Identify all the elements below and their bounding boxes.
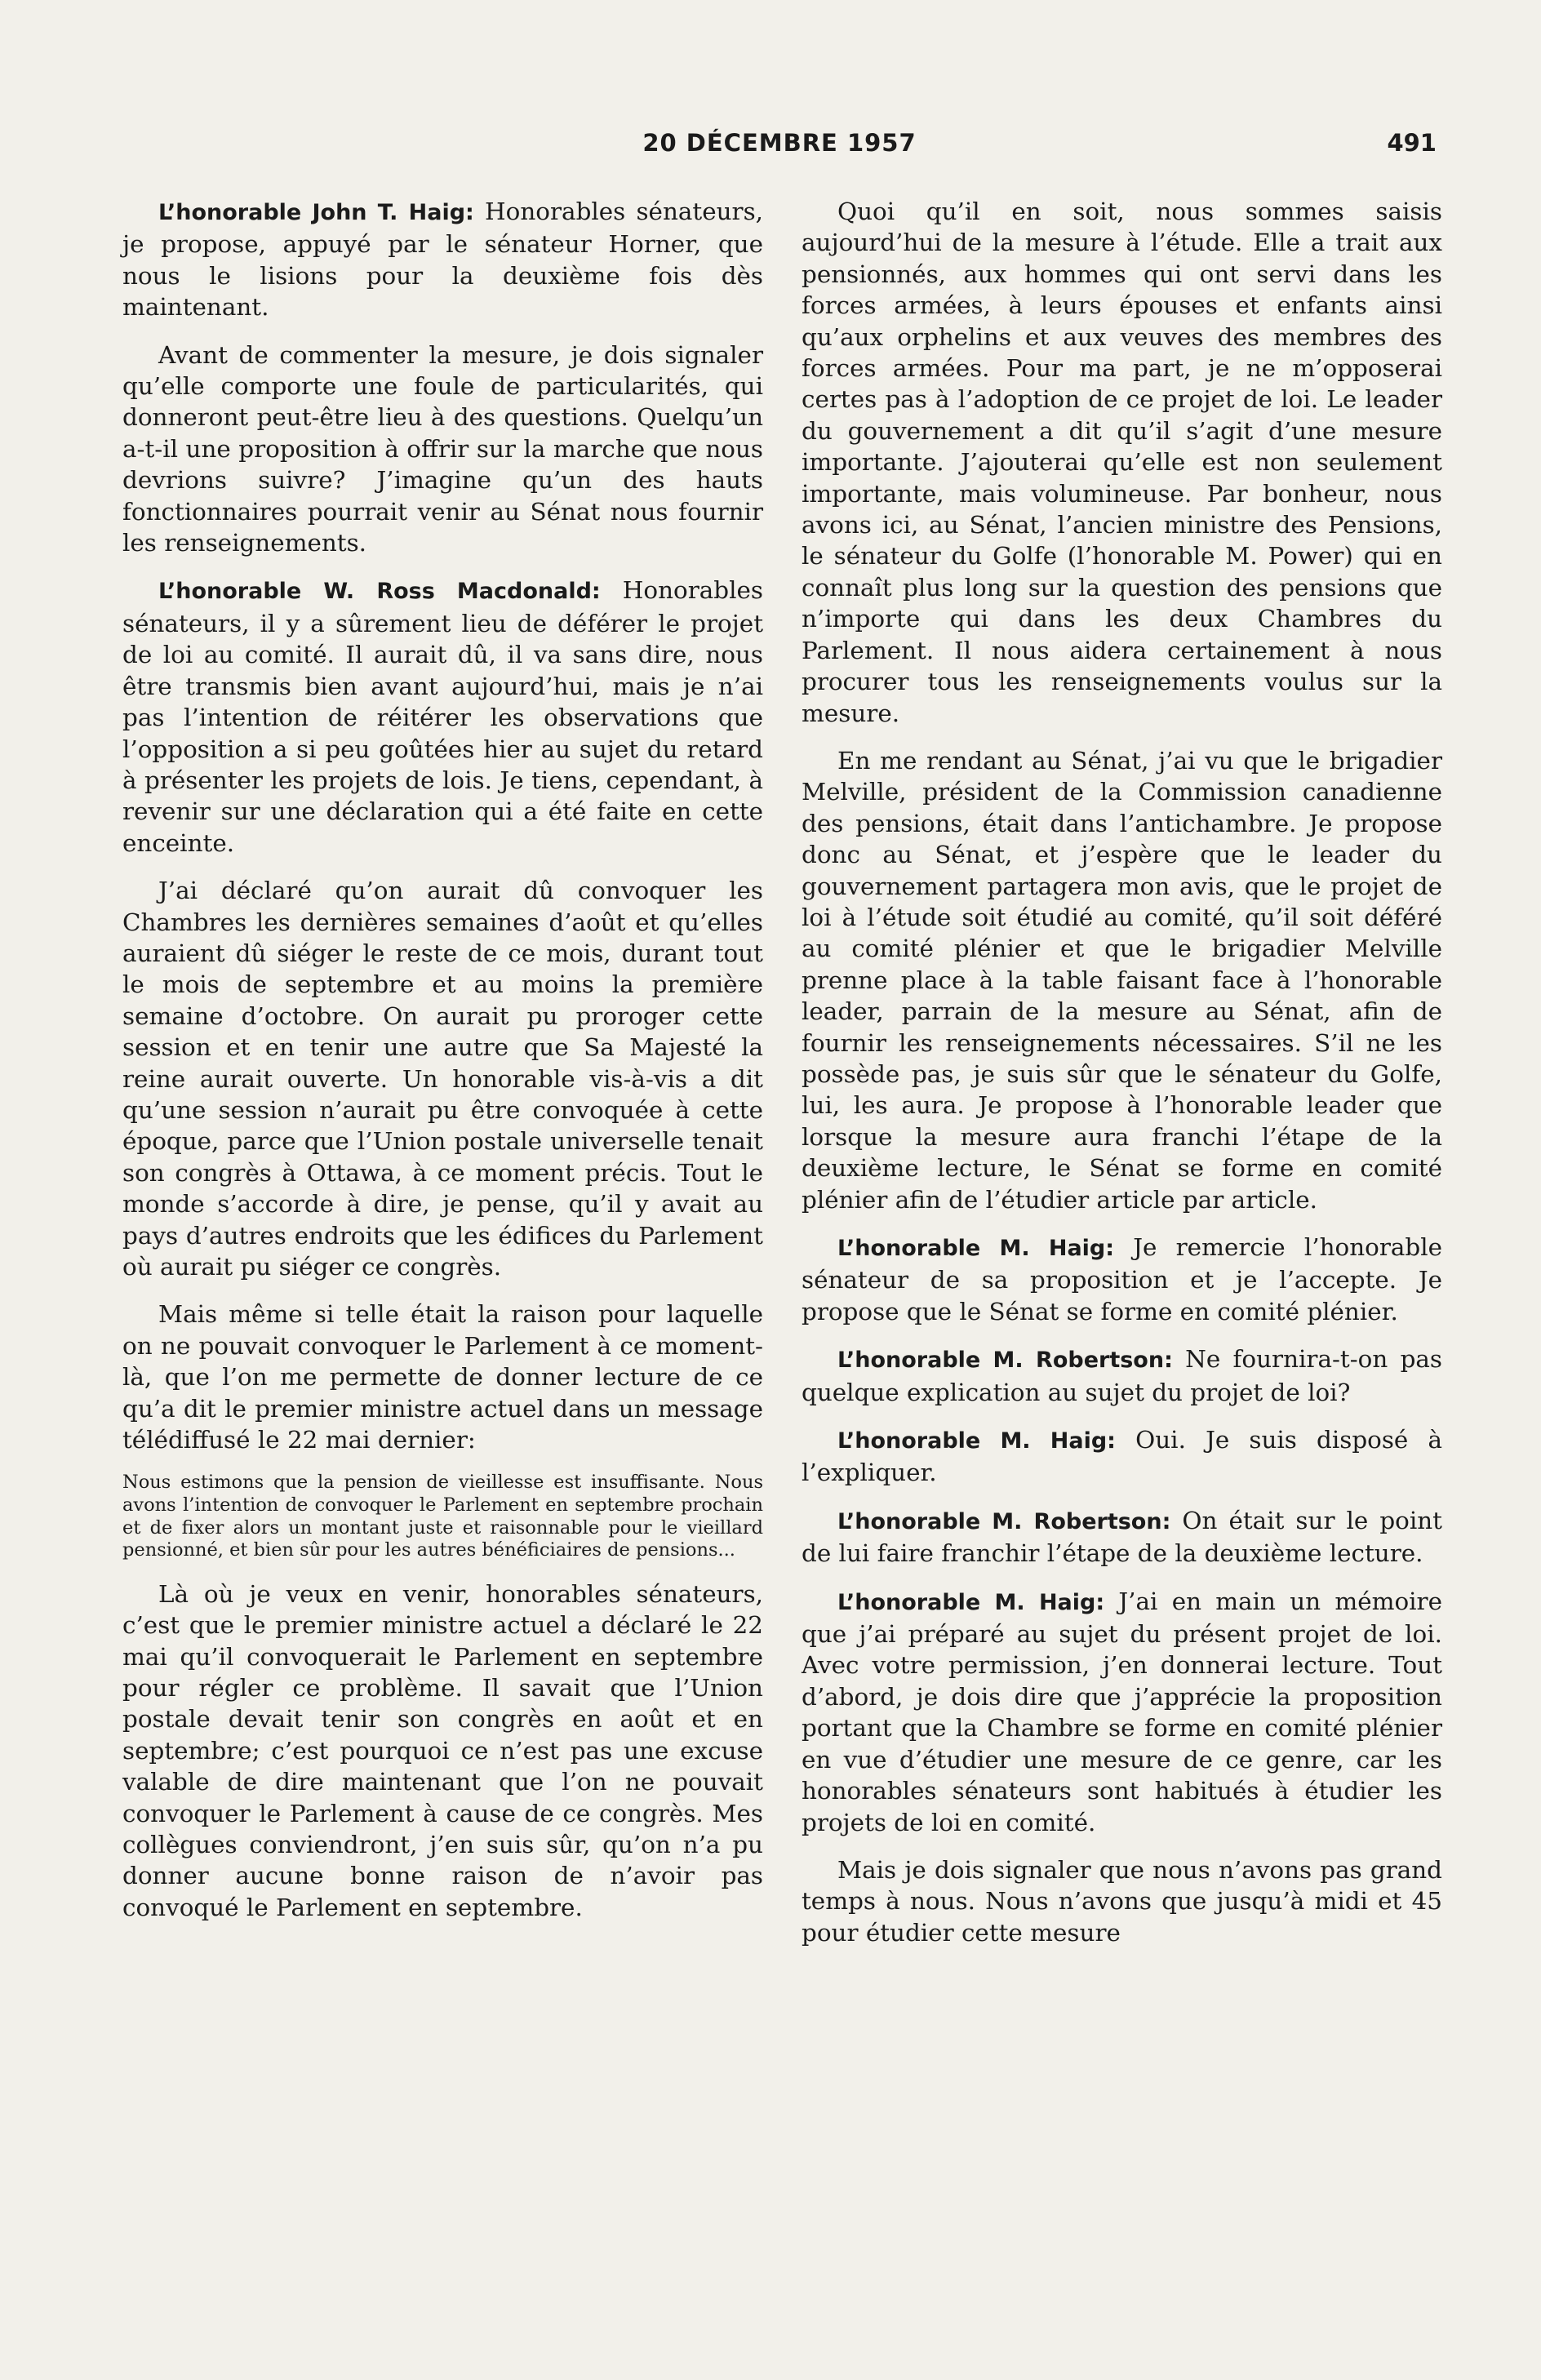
speaker-name: L’honorable M. Haig: [837,1428,1116,1454]
paragraph-text: Je remercie l’honorable sénateur de sa proposition et je l’accepte. Je propose que le Sénat se forme en comité plénier. [802,1233,1443,1325]
paragraph-text: Honorables sénateurs, il y a sûrement lieu de déférer le projet de loi au comité. Il aurait dû, il va sans dire, nous être transmis bien avant aujourd’hui, mais je n’ai pas l’intention de réitérer les observations que l’opposition a si peu goûtées hier au sujet du retard à présenter les projets de lois. Je tiens, cependant, à revenir sur une déclaration qui a été faite en cette enceinte. [122,576,763,857]
paragraph: En me rendant au Sénat, j’ai vu que le brigadier Melville, président de la Commission canadienne des pensions, était dans l’antichambre. Je propose donc au Sénat, et j’espère que le leader du gouvernement partagera mon avis, que le projet de loi à l’étude soit étudié au comité, qu’il soit déféré au comité plénier et que le brigadier Melville prenne place à la table faisant face à l’honorable leader, parrain de la mesure au Sénat, afin de fournir les renseignements nécessaires. S’il ne les possède pas, je suis sûr que le sénateur du Golfe, lui, les aura. Je propose à l’honorable leader que lorsque la mesure aura franchi l’étape de la deuxième lecture, le Sénat se forme en comité plénier afin de l’étudier article par article. [802,746,1442,1214]
paragraph [802,1586,1442,1838]
paragraph-text: Honorables sénateurs, je propose, appuyé par le sénateur Horner, que nous le lisions pour la deuxième fois dès maintenant. [122,198,764,322]
speaker-name: L’honorable W. Ross Macdonald: [158,579,601,605]
paragraph: Mais même si telle était la raison pour laquelle on ne pouvait convoquer le Parlement à ce moment-là, que l’on me permette de donner lecture de ce qu’a dit le premier ministre actuel dans un message télédiffusé le 22 mai dernier: [122,1300,763,1454]
speaker-name: L’honorable John T. Haig: [158,200,474,225]
speaker-name: L’honorable M. Robertson: [837,1348,1173,1374]
header-date: 20 DÉCEMBRE 1957 [642,129,917,157]
page-number: 491 [1387,129,1437,157]
speaker-name: L’honorable M. Haig: [837,1236,1115,1261]
paragraph: J’ai déclaré qu’on aurait dû convoquer les Chambres les dernières semaines d’août et qu’elles auraient dû siéger le reste de ce mois, durant tout le mois de septembre et au moins la première semaine d’octobre. On aurait pu proroger cette session et en tenir une autre que Sa Majesté la reine aurait ouverte. Un honorable vis-à-vis a dit qu’une session n’aurait pu être convoquée à cette époque, parce que l’Union postale universelle tenait son congrès à Ottawa, à ce moment précis. Tout le monde s’accorde à dire, je pense, qu’il y avait au pays d’autres endroits que les édifices du Parlement où aurait pu siéger ce congrès. [122,877,763,1281]
paragraph [122,575,763,859]
right-column [802,196,1442,1965]
paragraph [802,1424,1442,1489]
paragraph-text: J’ai en main un mémoire que j’ai préparé au sujet du présent projet de loi. Avec votre permission, j’en donnerai lecture. Tout d’abord, je dois dire que j’apprécie la proposition portant que la Chambre se forme en comité plénier en vue d’étudier une mesure de ce genre, car les honorables sénateurs sont habitués à étudier les projets de loi en comité. [802,1587,1442,1836]
paragraph [802,1232,1442,1327]
paragraph [122,196,763,323]
paragraph-text: Oui. Je suis disposé à l’expliquer. [802,1426,1443,1487]
paragraph [802,1343,1442,1408]
speaker-name: L’honorable M. Haig: [837,1589,1105,1615]
page-header [122,129,1437,170]
left-column [122,196,763,1939]
paragraph-text: Ne fournira-t-on pas quelque explication au sujet du projet de loi? [802,1345,1442,1406]
speaker-name: L’honorable M. Robertson: [837,1508,1171,1534]
paragraph: Avant de commenter la mesure, je dois signaler qu’elle comporte une foule de particularités, qui donneront peut-être lieu à des questions. Quelqu’un a-t-il une proposition à offrir sur la marche que nous devrions suivre? J’imagine qu’un des hauts fonctionnaires pourrait venir au Sénat nous fournir les renseignements. [122,340,763,557]
block-quote [122,1472,763,1561]
paragraph: Mais je dois signaler que nous n’avons pas grand temps à nous. Nous n’avons que jusqu’à midi et 45 pour étudier cette mesure [802,1855,1442,1947]
quote-text: Nous estimons que la pension de vieillesse est insuffisante. Nous avons l’intention de convoquer le Parlement en septembre prochain et de fixer alors un montant juste et raisonnable pour le vieillard pensionné, et bien sûr pour les autres bénéficiaires de pensions... [122,1472,763,1561]
paragraph [802,1505,1442,1570]
paragraph: Là où je veux en venir, honorables sénateurs, c’est que le premier ministre actuel a déclaré le 22 mai qu’il convoquerait le Parlement en septembre pour régler ce problème. Il savait que l’Union postale devait tenir son congrès en août et en septembre; c’est pourquoi ce n’est pas une excuse valable de dire maintenant que l’on ne pouvait convoquer le Parlement à cause de ce congrès. Mes collègues conviendront, j’en suis sûr, qu’on n’a pu donner aucune bonne raison de n’avoir pas convoqué le Parlement en septembre. [122,1579,763,1921]
paragraph-text: On était sur le point de lui faire franchir l’étape de la deuxième lecture. [802,1506,1442,1568]
paragraph: Quoi qu’il en soit, nous sommes saisis aujourd’hui de la mesure à l’étude. Elle a trait aux pensionnés, aux hommes qui ont servi dans les forces armées, à leurs épouses et enfants ainsi qu’aux orphelins et aux veuves des membres des forces armées. Pour ma part, je ne m’opposerai certes pas à l’adoption de ce projet de loi. Le leader du gouvernement a dit qu’il s’agit d’une mesure importante. J’ajouterai qu’elle est non seulement importante, mais volumineuse. Par bonheur, nous avons ici, au Sénat, l’ancien ministre des Pensions, le sénateur du Golfe (l’honorable M. Power) qui en connaît plus long sur la question des pensions que n’importe qui dans les deux Chambres du Parlement. Il nous aidera certainement à nous procurer tous les renseignements voulus sur la mesure. [802,198,1442,727]
